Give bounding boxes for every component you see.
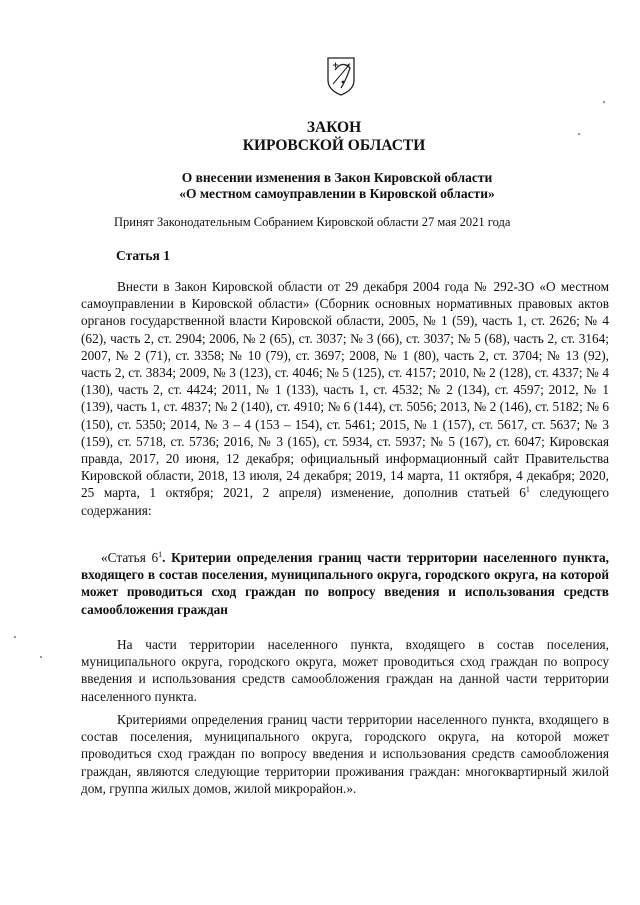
scan-speck <box>578 133 580 135</box>
intro-tail: следующего содержания: <box>81 485 609 518</box>
law-title-block <box>0 119 640 155</box>
scan-speck <box>40 656 42 658</box>
article-heading: Статья 1 <box>116 248 170 263</box>
new-article-dot: . <box>162 550 172 565</box>
region-title: КИРОВСКОЙ ОБЛАСТИ <box>242 137 426 154</box>
law-title: ЗАКОН <box>306 119 362 136</box>
scan-speck <box>603 101 605 103</box>
scan-speck <box>14 636 16 638</box>
body-paragraph-2 <box>81 711 609 797</box>
subtitle-line-1: О внесении изменения в Закон Кировской области <box>181 170 493 185</box>
subtitle-line-2: «О местном самоуправлении в Кировской области» <box>179 186 495 201</box>
coat-of-arms-icon <box>326 56 356 96</box>
new-article-title: Критерии определения границ части территории населенного пункта, входящего в состав поселения, муниципального округа, городского округа, на которой может проводиться сход граждан по вопросу введения и использования средств самообложения граждан <box>81 550 609 617</box>
coat-of-arms-emblem <box>326 56 356 96</box>
adoption-note: Принят Законодательным Собранием Кировской области 27 мая 2021 года <box>114 215 511 229</box>
new-article-prefix: «Статья 6 <box>101 550 159 565</box>
paragraph-2-text: Критериями определения границ части территории населенного пункта, входящего в состав поселения, муниципального округа, городского округа, на которой может проводиться сход граждан по вопросу введения и использования средств самообложения граждан, являются следующие территории проживания граждан: многоквартирный жилой дом, группа жилых домов, жилой микрорайон.». <box>81 712 609 796</box>
article-intro-paragraph <box>81 278 609 519</box>
new-article-superscript: 1 <box>158 550 163 559</box>
intro-text: Внести в Закон Кировской области от 29 декабря 2004 года № 292-ЗО «О местном самоуправлении в Кировской области» (Сборник основных нормативных правовых актов органов государственной власти Кировской области, 2005, № 1 (59), часть 1, ст. 2626; № 4 (62), часть 2, ст. 2904; 2006, № 2 (65), ст. 3037; № 3 (66), ст. 3037; № 5 (68), часть 2, ст. 3164; 2007, № 2 (71), ст. 3358; № 10 (79), ст. 3697; 2008, № 1 (80), часть 2, ст. 3704; № 13 (92), часть 2, ст. 3834; 2009, № 3 (123), ст. 4046; № 5 (125), ст. 4157; 2010, № 2 (128), ст. 4337; № 4 (130), часть 2, ст. 4424; 2011, № 1 (133), часть 1, ст. 4532; № 2 (134), ст. 4597; 2012, № 1 (139), часть 1, ст. 4837; № 2 (140), ст. 4910; № 6 (144), ст. 5056; 2013, № 2 (146), ст. 5182; № 6 (150), ст. 5350; 2014, № 3 – 4 (153 – 154), ст. 5461; 2015, № 1 (157), ст. 5617, ст. 5637; № 3 (159), ст. 5718, ст. 5736; 2016, № 3 (165), ст. 5934, ст. 5937; № 5 (167), ст. 6047; Кировская правда, 2017, 20 июня, 12 декабря; официальный информационный сайт Правительства Кировской области, 2018, 13 июля, 24 декабря; 2019, 14 марта, 11 октября, 4 декабря; 2020, 25 марта, 1 октября; 2021, 2 апреля) изменение, дополнив статьей 6 <box>81 279 609 501</box>
intro-superscript: 1 <box>525 485 530 495</box>
paragraph-1-text: На части территории населенного пункта, входящего в состав поселения, муниципального округа, городского округа, может проводиться сход граждан по вопросу введения и использования средств самообложения граждан на данной части территории населенного пункта. <box>81 637 609 704</box>
body-paragraph-1 <box>81 636 609 705</box>
law-subtitle-block <box>0 170 640 202</box>
new-article-title-paragraph <box>81 549 609 618</box>
